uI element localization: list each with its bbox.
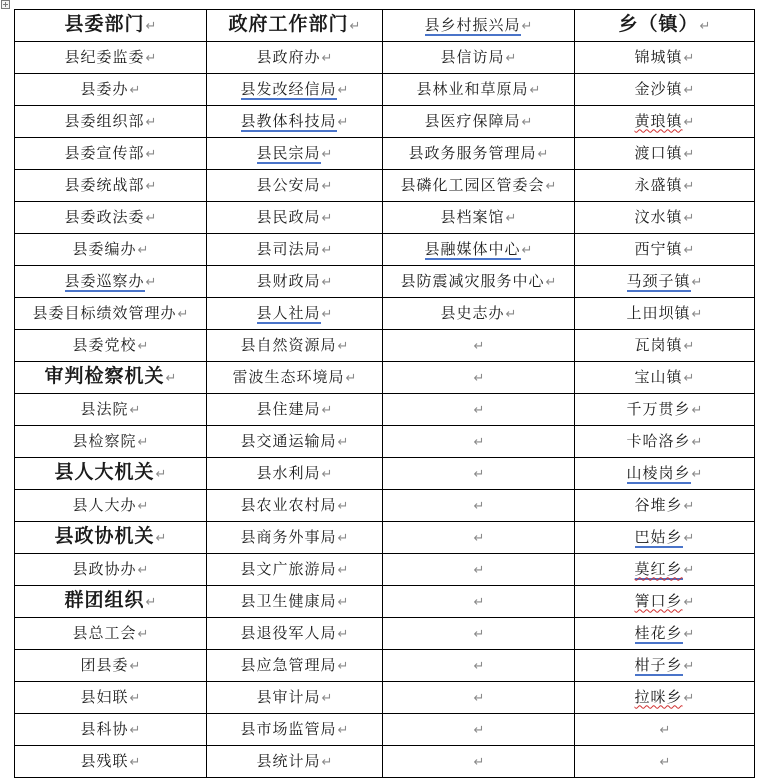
paragraph-return-icon: ↵ (473, 402, 485, 418)
paragraph-return-icon: ↵ (691, 434, 703, 450)
table-cell-8-2[interactable] (383, 298, 575, 330)
table-cell-18-2[interactable] (383, 618, 575, 650)
table-cell-7-2[interactable] (383, 266, 575, 298)
paragraph-return-icon: ↵ (129, 402, 141, 418)
table-cell-5-1[interactable] (207, 202, 383, 234)
table-cell-19-1[interactable] (207, 650, 383, 682)
cell-text: 渡口镇 (634, 143, 683, 162)
cell-text: 县残联 (80, 751, 129, 770)
table-cell-13-2[interactable] (383, 458, 575, 490)
cell-text: 县发改经信局 (240, 79, 337, 98)
table-row (15, 426, 755, 458)
cell-text: 县公安局 (256, 175, 321, 194)
paragraph-return-icon: ↵ (137, 498, 149, 514)
table-cell-11-2[interactable] (383, 394, 575, 426)
cell-text: 县医疗保障局 (424, 111, 521, 130)
paragraph-return-icon: ↵ (505, 210, 517, 226)
cell-text: 审判检察机关 (44, 365, 165, 387)
table-cell-17-2[interactable] (383, 586, 575, 618)
table-cell-8-3[interactable] (575, 298, 755, 330)
paragraph-return-icon: ↵ (473, 370, 485, 386)
paragraph-return-icon: ↵ (137, 242, 149, 258)
table-cell-10-2[interactable] (383, 362, 575, 394)
table-cell-9-0[interactable] (15, 330, 207, 362)
table-cell-21-1[interactable] (207, 714, 383, 746)
table-cell-10-1[interactable] (207, 362, 383, 394)
cell-text: 县委统战部 (64, 175, 145, 194)
paragraph-return-icon: ↵ (683, 178, 695, 194)
cell-text: 拉咪乡 (634, 687, 683, 706)
table-cell-16-3[interactable] (575, 554, 755, 586)
cell-text: 乡（镇） (618, 13, 699, 35)
table-cell-14-3[interactable] (575, 490, 755, 522)
table-row (15, 298, 755, 330)
paragraph-return-icon: ↵ (155, 531, 167, 546)
table-row (15, 266, 755, 298)
paragraph-return-icon: ↵ (321, 210, 333, 226)
cell-text: 卡哈洛乡 (626, 431, 691, 450)
paragraph-return-icon: ↵ (473, 626, 485, 642)
paragraph-return-icon: ↵ (691, 466, 703, 482)
cell-text: 宝山镇 (634, 367, 683, 386)
paragraph-return-icon: ↵ (321, 274, 333, 290)
table-cell-7-0[interactable] (15, 266, 207, 298)
column-header[interactable] (575, 10, 755, 42)
paragraph-return-icon: ↵ (137, 562, 149, 578)
table-cell-3-0[interactable] (15, 138, 207, 170)
table-cell-11-1[interactable] (207, 394, 383, 426)
paragraph-return-icon: ↵ (337, 498, 349, 514)
cell-text: 县委政法委 (64, 207, 145, 226)
table-cell-18-0[interactable] (15, 618, 207, 650)
cell-text: 县住建局 (256, 399, 321, 418)
paragraph-return-icon: ↵ (521, 242, 533, 258)
table-cell-12-2[interactable] (383, 426, 575, 458)
table-cell-6-1[interactable] (207, 234, 383, 266)
paragraph-return-icon: ↵ (659, 754, 671, 770)
table-cell-15-2[interactable] (383, 522, 575, 554)
cell-text: 山棱岗乡 (626, 463, 691, 482)
table-cell-15-0[interactable] (15, 522, 207, 554)
table-cell-13-0[interactable] (15, 458, 207, 490)
cell-text: 县妇联 (80, 687, 129, 706)
table-row (15, 458, 755, 490)
table-cell-11-3[interactable] (575, 394, 755, 426)
table-cell-0-2[interactable] (383, 42, 575, 74)
table-cell-20-0[interactable] (15, 682, 207, 714)
table-cell-14-0[interactable] (15, 490, 207, 522)
cell-text: 县委部门 (64, 13, 145, 35)
paragraph-return-icon: ↵ (683, 658, 695, 674)
paragraph-return-icon: ↵ (473, 498, 485, 514)
cell-text: 县教体科技局 (240, 111, 337, 130)
table-cell-1-0[interactable] (15, 74, 207, 106)
paragraph-return-icon: ↵ (155, 467, 167, 482)
cell-text: 县委办 (80, 79, 129, 98)
cell-text: 县民宗局 (256, 143, 321, 162)
cell-text: 县信访局 (440, 47, 505, 66)
cell-text: 县政务服务管理局 (408, 143, 537, 162)
table-move-handle-icon[interactable] (1, 0, 10, 9)
cell-text: 金沙镇 (634, 79, 683, 98)
paragraph-return-icon: ↵ (321, 754, 333, 770)
cell-text: 县卫生健康局 (240, 591, 337, 610)
paragraph-return-icon: ↵ (129, 690, 141, 706)
paragraph-return-icon: ↵ (321, 690, 333, 706)
cell-text: 团县委 (80, 655, 129, 674)
cell-text: 县检察院 (72, 431, 137, 450)
paragraph-return-icon: ↵ (473, 658, 485, 674)
paragraph-return-icon: ↵ (683, 338, 695, 354)
paragraph-return-icon: ↵ (145, 146, 157, 162)
cell-text: 县政府办 (256, 47, 321, 66)
table-cell-17-0[interactable] (15, 586, 207, 618)
paragraph-return-icon: ↵ (137, 338, 149, 354)
table-cell-6-0[interactable] (15, 234, 207, 266)
table-row (15, 74, 755, 106)
table-cell-20-3[interactable] (575, 682, 755, 714)
table-row (15, 234, 755, 266)
paragraph-return-icon: ↵ (683, 690, 695, 706)
paragraph-return-icon: ↵ (129, 658, 141, 674)
cell-text: 县应急管理局 (240, 655, 337, 674)
table-row (15, 106, 755, 138)
table-cell-3-2[interactable] (383, 138, 575, 170)
table-cell-4-3[interactable] (575, 170, 755, 202)
column-header[interactable] (383, 10, 575, 42)
paragraph-return-icon: ↵ (337, 114, 349, 130)
table-cell-14-1[interactable] (207, 490, 383, 522)
table-cell-11-0[interactable] (15, 394, 207, 426)
paragraph-return-icon: ↵ (683, 50, 695, 66)
paragraph-return-icon: ↵ (683, 562, 695, 578)
cell-text: 县自然资源局 (240, 335, 337, 354)
table-cell-4-0[interactable] (15, 170, 207, 202)
cell-text: 千万贯乡 (626, 399, 691, 418)
cell-text: 县审计局 (256, 687, 321, 706)
table-cell-2-1[interactable] (207, 106, 383, 138)
paragraph-return-icon: ↵ (321, 402, 333, 418)
cell-text: 政府工作部门 (228, 13, 349, 35)
table-row (15, 170, 755, 202)
table-cell-20-2[interactable] (383, 682, 575, 714)
paragraph-return-icon: ↵ (129, 722, 141, 738)
paragraph-return-icon: ↵ (337, 722, 349, 738)
cell-text: 县人大机关 (54, 461, 155, 483)
table-cell-16-0[interactable] (15, 554, 207, 586)
paragraph-return-icon: ↵ (473, 562, 485, 578)
table-row (15, 714, 755, 746)
table-header-row (15, 10, 755, 42)
cell-text: 柑子乡 (634, 655, 683, 674)
cell-text: 县商务外事局 (240, 527, 337, 546)
table-cell-19-2[interactable] (383, 650, 575, 682)
table-cell-0-0[interactable] (15, 42, 207, 74)
table-cell-12-0[interactable] (15, 426, 207, 458)
table-row (15, 202, 755, 234)
paragraph-return-icon: ↵ (505, 306, 517, 322)
cell-text: 县人大办 (72, 495, 137, 514)
cell-text: 县文广旅游局 (240, 559, 337, 578)
table-row (15, 682, 755, 714)
paragraph-return-icon: ↵ (129, 82, 141, 98)
paragraph-return-icon: ↵ (505, 50, 517, 66)
table-cell-19-0[interactable] (15, 650, 207, 682)
paragraph-return-icon: ↵ (699, 19, 711, 34)
table-cell-13-1[interactable] (207, 458, 383, 490)
cell-text: 县委巡察办 (64, 271, 145, 290)
table-cell-15-3[interactable] (575, 522, 755, 554)
cell-text: 县委党校 (72, 335, 137, 354)
cell-text: 县司法局 (256, 239, 321, 258)
cell-text: 县委组织部 (64, 111, 145, 130)
cell-text: 县政协机关 (54, 525, 155, 547)
paragraph-return-icon: ↵ (337, 562, 349, 578)
table-cell-3-1[interactable] (207, 138, 383, 170)
cell-text: 县财政局 (256, 271, 321, 290)
cell-text: 瓦岗镇 (634, 335, 683, 354)
cell-text: 县人社局 (256, 303, 321, 322)
table-row (15, 490, 755, 522)
cell-text: 县法院 (80, 399, 129, 418)
paragraph-return-icon: ↵ (165, 371, 177, 386)
cell-text: 雷波生态环境局 (232, 367, 345, 386)
paragraph-return-icon: ↵ (321, 242, 333, 258)
paragraph-return-icon: ↵ (683, 210, 695, 226)
paragraph-return-icon: ↵ (683, 594, 695, 610)
paragraph-return-icon: ↵ (683, 242, 695, 258)
paragraph-return-icon: ↵ (683, 82, 695, 98)
table-cell-17-1[interactable] (207, 586, 383, 618)
table-cell-4-2[interactable] (383, 170, 575, 202)
paragraph-return-icon: ↵ (521, 18, 533, 34)
cell-text: 县退役军人局 (240, 623, 337, 642)
table-cell-9-1[interactable] (207, 330, 383, 362)
paragraph-return-icon: ↵ (683, 626, 695, 642)
table-row (15, 650, 755, 682)
paragraph-return-icon: ↵ (529, 82, 541, 98)
paragraph-return-icon: ↵ (683, 530, 695, 546)
cell-text: 县政协办 (72, 559, 137, 578)
cell-text: 县纪委监委 (64, 47, 145, 66)
paragraph-return-icon: ↵ (683, 370, 695, 386)
table-cell-13-3[interactable] (575, 458, 755, 490)
table-cell-22-1[interactable] (207, 746, 383, 778)
table-cell-8-0[interactable] (15, 298, 207, 330)
cell-text: 县委宣传部 (64, 143, 145, 162)
table-cell-19-3[interactable] (575, 650, 755, 682)
paragraph-return-icon: ↵ (473, 690, 485, 706)
cell-text: 桂花乡 (634, 623, 683, 642)
paragraph-return-icon: ↵ (337, 530, 349, 546)
paragraph-return-icon: ↵ (321, 146, 333, 162)
table-cell-20-1[interactable] (207, 682, 383, 714)
table-cell-10-0[interactable] (15, 362, 207, 394)
cell-text: 谷堆乡 (634, 495, 683, 514)
cell-text: 锦城镇 (634, 47, 683, 66)
cell-text: 县民政局 (256, 207, 321, 226)
cell-text: 县乡村振兴局 (424, 15, 521, 34)
table-cell-6-2[interactable] (383, 234, 575, 266)
table-cell-2-2[interactable] (383, 106, 575, 138)
paragraph-return-icon: ↵ (337, 594, 349, 610)
table-cell-22-3[interactable] (575, 746, 755, 778)
table-cell-14-2[interactable] (383, 490, 575, 522)
table-cell-2-0[interactable] (15, 106, 207, 138)
cell-text: 巴姑乡 (634, 527, 683, 546)
cell-text: 莫红乡 (634, 559, 683, 578)
paragraph-return-icon: ↵ (683, 114, 695, 130)
table-cell-0-3[interactable] (575, 42, 755, 74)
table-cell-17-3[interactable] (575, 586, 755, 618)
table-row (15, 618, 755, 650)
table-cell-10-3[interactable] (575, 362, 755, 394)
table-row (15, 746, 755, 778)
cell-text: 县市场监管局 (240, 719, 337, 738)
cell-text: 县委编办 (72, 239, 137, 258)
table-cell-21-0[interactable] (15, 714, 207, 746)
paragraph-return-icon: ↵ (145, 595, 157, 610)
paragraph-return-icon: ↵ (129, 754, 141, 770)
paragraph-return-icon: ↵ (473, 754, 485, 770)
paragraph-return-icon: ↵ (537, 146, 549, 162)
paragraph-return-icon: ↵ (145, 274, 157, 290)
paragraph-return-icon: ↵ (337, 658, 349, 674)
paragraph-return-icon: ↵ (473, 594, 485, 610)
table-row (15, 394, 755, 426)
table-cell-1-2[interactable] (383, 74, 575, 106)
paragraph-return-icon: ↵ (337, 82, 349, 98)
paragraph-return-icon: ↵ (337, 434, 349, 450)
table-cell-3-3[interactable] (575, 138, 755, 170)
table-cell-12-1[interactable] (207, 426, 383, 458)
table-cell-8-1[interactable] (207, 298, 383, 330)
paragraph-return-icon: ↵ (145, 114, 157, 130)
table-cell-21-2[interactable] (383, 714, 575, 746)
table-cell-9-3[interactable] (575, 330, 755, 362)
column-header[interactable] (207, 10, 383, 42)
paragraph-return-icon: ↵ (349, 19, 361, 34)
cell-text: 马颈子镇 (626, 271, 691, 290)
cell-text: 县农业农村局 (240, 495, 337, 514)
paragraph-return-icon: ↵ (177, 306, 189, 322)
paragraph-return-icon: ↵ (137, 434, 149, 450)
paragraph-return-icon: ↵ (545, 178, 557, 194)
table-cell-5-3[interactable] (575, 202, 755, 234)
cell-text: 县磷化工园区管委会 (400, 175, 545, 194)
paragraph-return-icon: ↵ (145, 178, 157, 194)
cell-text: 西宁镇 (634, 239, 683, 258)
table-cell-1-1[interactable] (207, 74, 383, 106)
paragraph-return-icon: ↵ (683, 498, 695, 514)
department-table (14, 9, 755, 778)
table-cell-5-2[interactable] (383, 202, 575, 234)
cell-text: 县委目标绩效管理办 (32, 303, 177, 322)
paragraph-return-icon: ↵ (473, 722, 485, 738)
paragraph-return-icon: ↵ (345, 370, 357, 386)
table-row (15, 362, 755, 394)
cell-text: 永盛镇 (634, 175, 683, 194)
paragraph-return-icon: ↵ (321, 50, 333, 66)
paragraph-return-icon: ↵ (337, 626, 349, 642)
cell-text: 县科协 (80, 719, 129, 738)
cell-text: 县防震减灾服务中心 (400, 271, 545, 290)
table-row (15, 522, 755, 554)
table-cell-21-3[interactable] (575, 714, 755, 746)
table-cell-6-3[interactable] (575, 234, 755, 266)
table-cell-1-3[interactable] (575, 74, 755, 106)
table-cell-4-1[interactable] (207, 170, 383, 202)
paragraph-return-icon: ↵ (321, 466, 333, 482)
cell-text: 群团组织 (64, 589, 145, 611)
table-cell-7-3[interactable] (575, 266, 755, 298)
paragraph-return-icon: ↵ (691, 306, 703, 322)
paragraph-return-icon: ↵ (473, 466, 485, 482)
cell-text: 县林业和草原局 (416, 79, 529, 98)
paragraph-return-icon: ↵ (137, 626, 149, 642)
table-row (15, 330, 755, 362)
column-header[interactable] (15, 10, 207, 42)
paragraph-return-icon: ↵ (691, 274, 703, 290)
paragraph-return-icon: ↵ (691, 402, 703, 418)
cell-text: 县交通运输局 (240, 431, 337, 450)
cell-text: 县融媒体中心 (424, 239, 521, 258)
table-cell-18-3[interactable] (575, 618, 755, 650)
table-cell-15-1[interactable] (207, 522, 383, 554)
cell-text: 上田坝镇 (626, 303, 691, 322)
table-cell-2-3[interactable] (575, 106, 755, 138)
table-cell-22-0[interactable] (15, 746, 207, 778)
paragraph-return-icon: ↵ (145, 19, 157, 34)
paragraph-return-icon: ↵ (321, 178, 333, 194)
paragraph-return-icon: ↵ (659, 722, 671, 738)
paragraph-return-icon: ↵ (145, 210, 157, 226)
paragraph-return-icon: ↵ (321, 306, 333, 322)
table-row (15, 42, 755, 74)
paragraph-return-icon: ↵ (683, 146, 695, 162)
cell-text: 黄琅镇 (634, 111, 683, 130)
paragraph-return-icon: ↵ (145, 50, 157, 66)
table-cell-16-1[interactable] (207, 554, 383, 586)
table-cell-7-1[interactable] (207, 266, 383, 298)
table-cell-12-3[interactable] (575, 426, 755, 458)
cell-text: 县史志办 (440, 303, 505, 322)
cell-text: 汶水镇 (634, 207, 683, 226)
paragraph-return-icon: ↵ (473, 338, 485, 354)
paragraph-return-icon: ↵ (337, 338, 349, 354)
paragraph-return-icon: ↵ (545, 274, 557, 290)
cell-text: 县统计局 (256, 751, 321, 770)
table-cell-18-1[interactable] (207, 618, 383, 650)
table-cell-16-2[interactable] (383, 554, 575, 586)
table-row (15, 554, 755, 586)
cell-text: 县总工会 (72, 623, 137, 642)
table-cell-22-2[interactable] (383, 746, 575, 778)
paragraph-return-icon: ↵ (473, 434, 485, 450)
cell-text: 县档案馆 (440, 207, 505, 226)
table-row (15, 586, 755, 618)
table-row (15, 138, 755, 170)
table-cell-0-1[interactable] (207, 42, 383, 74)
table-cell-9-2[interactable] (383, 330, 575, 362)
paragraph-return-icon: ↵ (521, 114, 533, 130)
table-cell-5-0[interactable] (15, 202, 207, 234)
cell-text: 箐口乡 (634, 591, 683, 610)
cell-text: 县水利局 (256, 463, 321, 482)
paragraph-return-icon: ↵ (473, 530, 485, 546)
